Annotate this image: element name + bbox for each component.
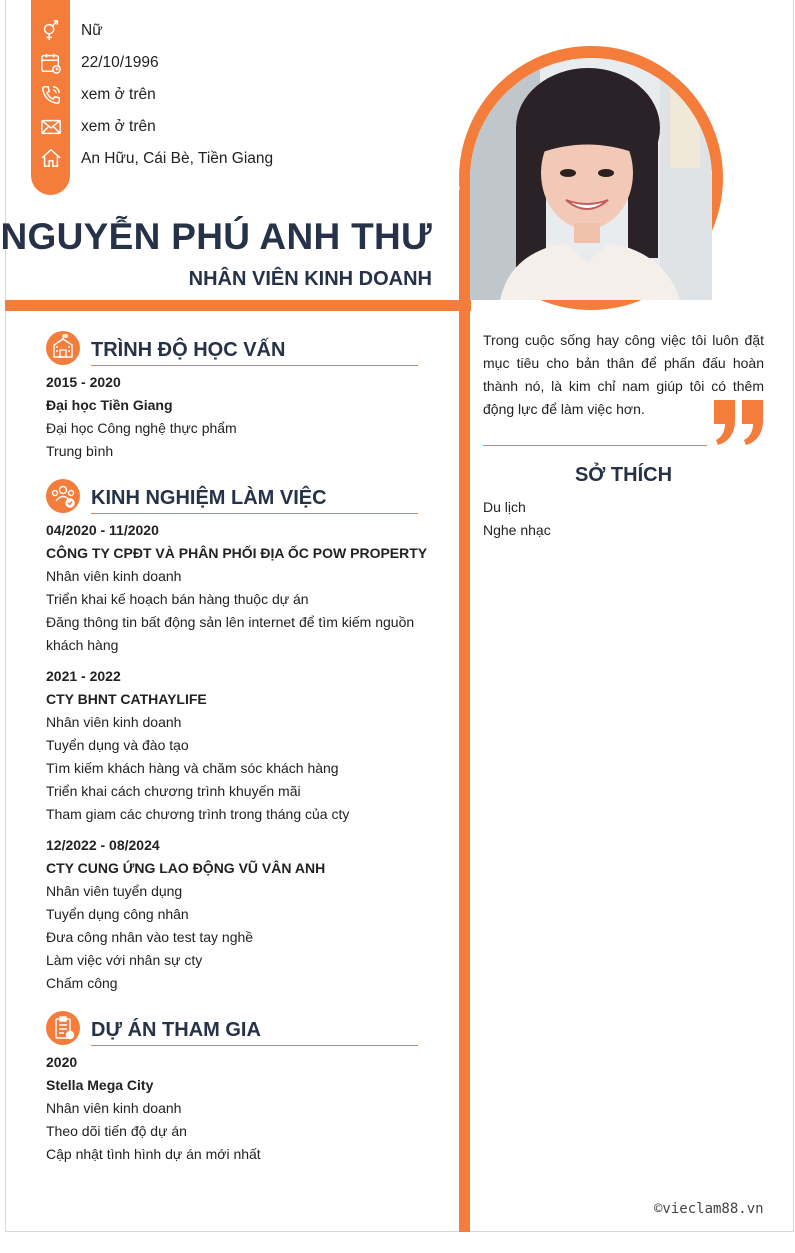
project-line: Nhân viên kinh doanh bbox=[46, 1100, 182, 1116]
address-text: An Hữu, Cái Bè, Tiền Giang bbox=[81, 150, 274, 167]
education-grade: Trung bình bbox=[46, 443, 114, 459]
project-icon bbox=[46, 1011, 80, 1045]
job-line: Đưa công nhân vào test tay nghề bbox=[46, 929, 254, 945]
team-icon bbox=[46, 479, 80, 513]
experience-underline bbox=[91, 513, 418, 514]
gender-text: Nữ bbox=[81, 22, 103, 39]
job-line: Tìm kiếm khách hàng và chăm sóc khách hàng bbox=[46, 760, 339, 776]
phone-text: xem ở trên bbox=[81, 86, 156, 103]
home-icon bbox=[40, 147, 62, 169]
job-line: Nhân viên kinh doanh bbox=[46, 714, 182, 730]
experience-title: KINH NGHIỆM LÀM VIỆC bbox=[91, 487, 327, 509]
calendar-icon bbox=[40, 52, 62, 74]
project-name: Stella Mega City bbox=[46, 1077, 154, 1093]
project-year: 2020 bbox=[46, 1054, 78, 1070]
job-line: khách hàng bbox=[46, 637, 119, 653]
job-line: Triển khai kế hoạch bán hàng thuộc dự án bbox=[46, 591, 309, 607]
job-line: Đăng thông tin bất động sản lên internet để tìm kiếm nguồn bbox=[46, 614, 415, 630]
job-line: Triển khai cách chương trình khuyến mãi bbox=[46, 783, 301, 799]
education-underline bbox=[91, 365, 418, 366]
education-school: Đại học Tiền Giang bbox=[46, 397, 173, 413]
birthday-text: 22/10/1996 bbox=[81, 54, 159, 71]
candidate-role: NHÂN VIÊN KINH DOANH bbox=[188, 268, 432, 290]
phone-icon bbox=[40, 84, 62, 106]
job-period: 2021 - 2022 bbox=[46, 668, 121, 684]
job-line: Chấm công bbox=[46, 975, 118, 991]
project-line: Theo dõi tiến độ dự án bbox=[46, 1123, 187, 1139]
vertical-divider bbox=[459, 190, 470, 1232]
hobby-item: Nghe nhạc bbox=[483, 522, 551, 538]
job-company: CTY BHNT CATHAYLIFE bbox=[46, 691, 207, 707]
school-icon bbox=[46, 331, 80, 365]
email-icon bbox=[40, 116, 62, 138]
job-line: Nhân viên tuyển dụng bbox=[46, 883, 183, 899]
job-period: 12/2022 - 08/2024 bbox=[46, 837, 160, 853]
job-line: Tuyển dụng công nhân bbox=[46, 906, 189, 922]
job-line: Tham giam các chương trình trong tháng của cty bbox=[46, 806, 350, 822]
footer-watermark: ©vieclam88.vn bbox=[654, 1201, 764, 1217]
education-title: TRÌNH ĐỘ HỌC VẤN bbox=[91, 339, 286, 361]
projects-underline bbox=[91, 1045, 418, 1046]
objective-underline bbox=[483, 445, 707, 446]
project-line: Cập nhật tình hình dự án mới nhất bbox=[46, 1146, 261, 1162]
job-line: Làm việc với nhân sự cty bbox=[46, 952, 203, 968]
horizontal-divider bbox=[5, 300, 471, 311]
job-company: CÔNG TY CPĐT VÀ PHÂN PHỐI ĐỊA ỐC POW PROPERTY bbox=[46, 545, 428, 561]
candidate-name: NGUYỄN PHÚ ANH THƯ bbox=[0, 216, 432, 257]
projects-title: DỰ ÁN THAM GIA bbox=[91, 1019, 261, 1041]
job-line: Tuyển dụng và đào tạo bbox=[46, 737, 189, 753]
objective-text: Trong cuộc sống hay công việc tôi luôn đặt mục tiêu cho bản thân để phấn đấu hoàn thành nó, là kim chỉ nam giúp tôi có thêm động lực để làm việc hơn. bbox=[483, 332, 764, 417]
quote-icon bbox=[712, 398, 766, 446]
hobbies-title: SỞ THÍCH bbox=[574, 464, 673, 486]
gender-icon bbox=[40, 20, 62, 42]
hobby-item: Du lịch bbox=[483, 499, 526, 515]
education-major: Đại học Công nghệ thực phẩm bbox=[46, 420, 237, 436]
education-period: 2015 - 2020 bbox=[46, 374, 121, 390]
avatar bbox=[470, 58, 712, 300]
job-company: CTY CUNG ỨNG LAO ĐỘNG VŨ VÂN ANH bbox=[46, 860, 326, 876]
email-text: xem ở trên bbox=[81, 118, 156, 135]
job-line: Nhân viên kinh doanh bbox=[46, 568, 182, 584]
job-period: 04/2020 - 11/2020 bbox=[46, 522, 159, 538]
